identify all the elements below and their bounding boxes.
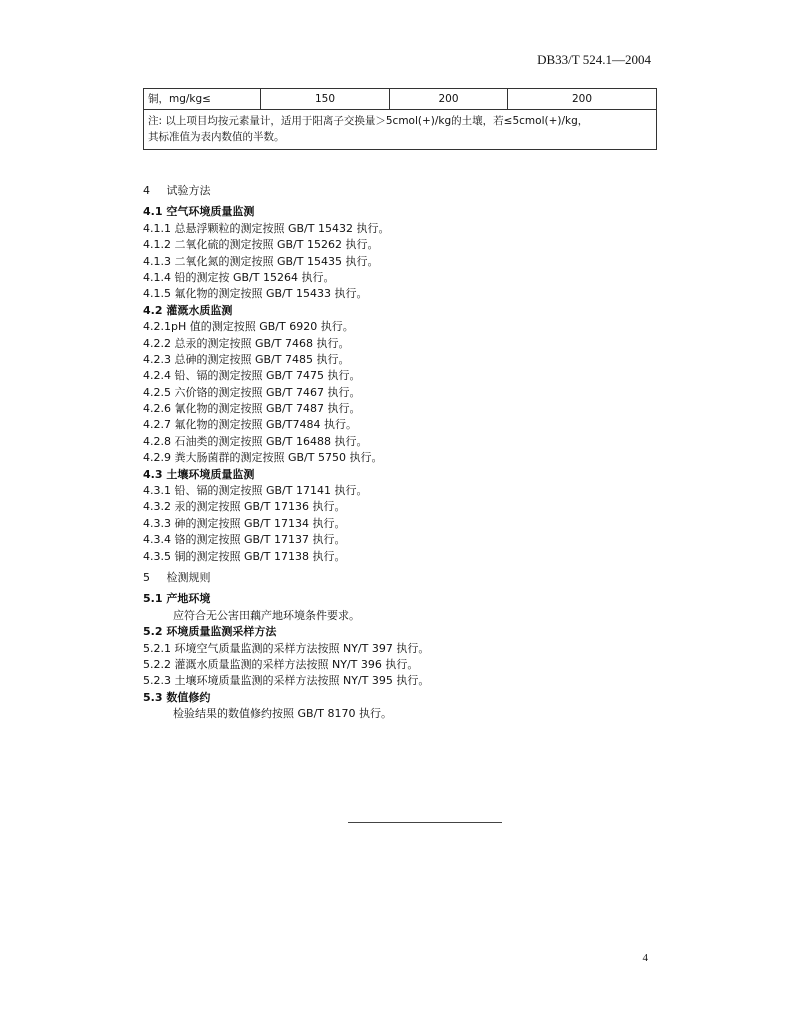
table-note-row xyxy=(144,110,657,150)
section-heading xyxy=(143,570,663,586)
subsection-heading: 4.2 灌溉水质监测 xyxy=(143,303,233,317)
subsection-heading: 5.3 数值修约 xyxy=(143,690,211,704)
clause-line: 4.1.2 二氧化硫的测定按照 GB/T 15262 执行。 xyxy=(143,238,379,252)
clause-line: 4.1.5 氟化物的测定按照 GB/T 15433 执行。 xyxy=(143,287,368,301)
clause-line: 4.1.1 总悬浮颗粒的测定按照 GB/T 15432 执行。 xyxy=(143,221,390,235)
section-title: 试验方法 xyxy=(166,184,211,197)
clause-line: 4.1.4 铅的测定按 GB/T 15264 执行。 xyxy=(143,270,335,284)
item-cell: 铜，mg/kg≤ xyxy=(144,89,261,110)
document-code: DB33/T 524.1—2004 xyxy=(537,52,651,67)
end-rule xyxy=(348,822,502,823)
clause-line: 4.3.1 铅、镉的测定按照 GB/T 17141 执行。 xyxy=(143,484,368,498)
page-number: 4 xyxy=(642,952,648,964)
value-cell: 200 xyxy=(390,89,508,110)
clause-line: 5.2.2 灌溉水质量监测的采样方法按照 NY/T 396 执行。 xyxy=(143,657,419,671)
value-cell: 200 xyxy=(508,89,657,110)
clause-line: 4.2.3 总砷的测定按照 GB/T 7485 执行。 xyxy=(143,352,350,366)
clause-line: 4.2.5 六价铬的测定按照 GB/T 7467 执行。 xyxy=(143,385,361,399)
subsection-heading: 4.1 空气环境质量监测 xyxy=(143,205,255,219)
table-note-line: 其标准值为表内数值的半数。 xyxy=(148,131,285,143)
section-5-content xyxy=(143,591,663,722)
clause-line: 4.3.3 砷的测定按照 GB/T 17134 执行。 xyxy=(143,516,346,530)
clause-line: 4.2.4 铅、镉的测定按照 GB/T 7475 执行。 xyxy=(143,369,361,383)
clause-line: 4.2.9 粪大肠菌群的测定按照 GB/T 5750 执行。 xyxy=(143,451,383,465)
value-cell: 150 xyxy=(261,89,390,110)
clause-line: 4.3.4 铬的测定按照 GB/T 17137 执行。 xyxy=(143,533,346,547)
subsection-heading: 5.1 产地环境 xyxy=(143,592,211,606)
section-number: 5 xyxy=(143,570,150,584)
section-heading xyxy=(143,183,663,199)
section-4-content xyxy=(143,204,663,565)
clause-line: 应符合无公害田藕产地环境条件要求。 xyxy=(173,608,360,622)
clause-line: 5.2.1 环境空气质量监测的采样方法按照 NY/T 397 执行。 xyxy=(143,641,430,655)
section-title: 检测规则 xyxy=(166,570,211,584)
subsection-heading: 4.3 土壤环境质量监测 xyxy=(143,467,255,481)
clause-line: 检验结果的数值修约按照 GB/T 8170 执行。 xyxy=(173,707,392,721)
clause-line: 4.2.2 总汞的测定按照 GB/T 7468 执行。 xyxy=(143,336,350,350)
clause-line: 4.2.1pH 值的测定按照 GB/T 6920 执行。 xyxy=(143,320,354,334)
clause-line: 4.2.8 石油类的测定按照 GB/T 16488 执行。 xyxy=(143,434,368,448)
clause-line: 4.1.3 二氧化氮的测定按照 GB/T 15435 执行。 xyxy=(143,254,379,268)
standards-table xyxy=(143,88,657,150)
subsection-heading: 5.2 环境质量监测采样方法 xyxy=(143,625,277,639)
clause-line: 4.3.5 铜的测定按照 GB/T 17138 执行。 xyxy=(143,549,346,563)
table-row xyxy=(144,89,657,110)
clause-line: 4.2.6 氰化物的测定按照 GB/T 7487 执行。 xyxy=(143,402,361,416)
document-body xyxy=(143,178,663,723)
clause-line: 4.2.7 氟化物的测定按照 GB/T7484 执行。 xyxy=(143,418,357,432)
table-note xyxy=(144,110,657,150)
table-note-line: 注: 以上项目均按元素量计，适用于阳离子交换量＞5cmol(+)/kg的土壤，若≤5cmol(+)/kg， xyxy=(148,115,589,127)
clause-line: 5.2.3 土壤环境质量监测的采样方法按照 NY/T 395 执行。 xyxy=(143,674,430,688)
clause-line: 4.3.2 汞的测定按照 GB/T 17136 执行。 xyxy=(143,500,346,514)
section-number: 4 xyxy=(143,184,150,197)
